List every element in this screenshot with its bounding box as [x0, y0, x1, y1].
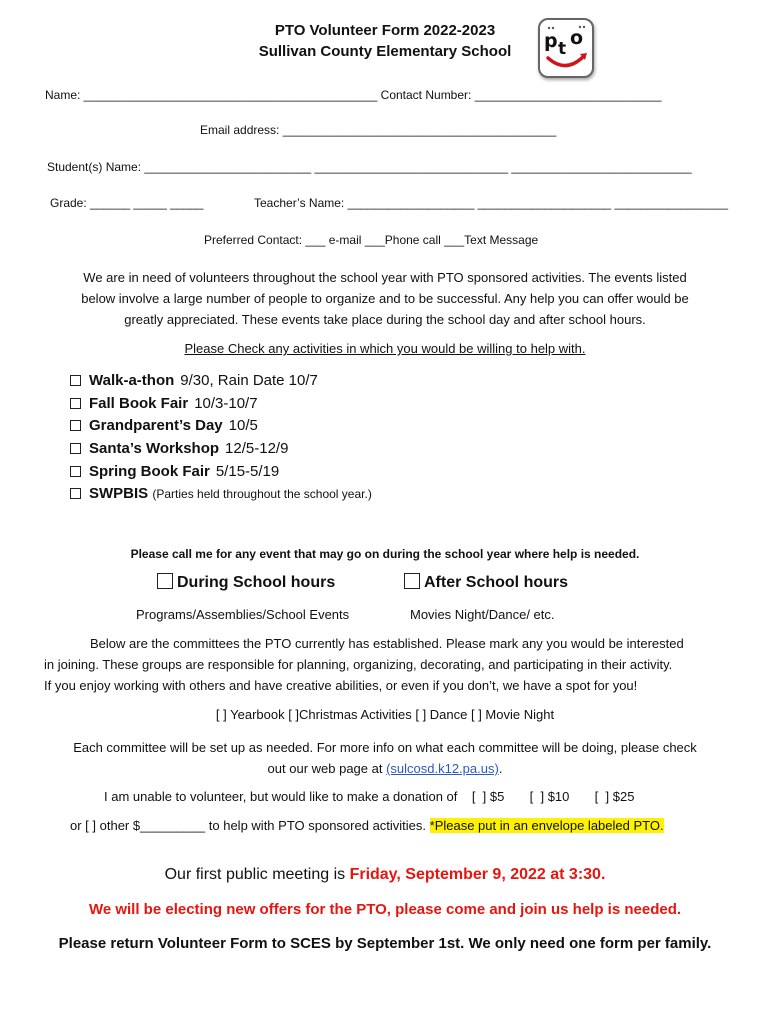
intro-line: below involve a large number of people to organize and to be successful. Any help you can offer would be — [81, 291, 689, 306]
checkbox[interactable] — [70, 420, 81, 431]
checkbox[interactable] — [157, 573, 173, 589]
checkbox[interactable] — [404, 573, 420, 589]
svg-text:p: p — [544, 30, 558, 52]
meeting-notice — [0, 866, 770, 884]
activity-name: Santa’s Workshop — [89, 440, 220, 457]
activity-name: Walk-a-thon — [89, 372, 175, 389]
intro-paragraph — [0, 267, 770, 330]
committee-info — [0, 737, 770, 779]
intro-line: greatly appreciated. These events take place during the school day and after school hours. — [124, 312, 646, 327]
during-school-hours-desc: Programs/Assemblies/School Events — [136, 607, 350, 622]
committee-info-line — [0, 758, 770, 779]
activity-date: 9/30, Rain Date 10/7 — [180, 372, 318, 389]
activity-walkathon[interactable] — [70, 372, 318, 389]
checkbox[interactable] — [70, 466, 81, 477]
activity-date: 5/15-5/19 — [215, 463, 280, 480]
during-school-hours-label: During School hours — [177, 574, 336, 591]
svg-text:o: o — [570, 27, 584, 49]
checkbox[interactable] — [70, 443, 81, 454]
form-title: PTO Volunteer Form 2022-2023 — [274, 22, 496, 39]
activity-swpbis[interactable] — [70, 485, 372, 502]
email-field[interactable]: Email address: _________________________________________ — [200, 123, 557, 137]
preferred-contact-field[interactable]: Preferred Contact: ___ e-mail ___Phone call ___Text Message — [204, 233, 539, 247]
election-notice: We will be electing new offers for the PTO, please come and join us help is needed. — [88, 901, 682, 918]
checkbox[interactable] — [70, 398, 81, 409]
website-link[interactable]: (sulcosd.k12.pa.us) — [386, 761, 499, 776]
activity-name: Spring Book Fair — [89, 463, 210, 480]
activity-name: Grandparent’s Day — [89, 417, 223, 434]
committees-line: If you enjoy working with others and have creative abilities, or even if you don’t, we have a spot for you! — [44, 678, 638, 693]
committee-options[interactable]: [ ] Yearbook [ ]Christmas Activities [ ] Dance [ ] Movie Night — [215, 707, 555, 722]
committees-line: Below are the committees the PTO currently has established. Please mark any you would be interested — [90, 636, 684, 651]
donation-other-text: or [ ] other $_________ to help with PTO sponsored activities. — [70, 818, 430, 833]
committee-info-period: . — [498, 761, 503, 776]
activity-name: Fall Book Fair — [89, 395, 189, 412]
activity-date: 10/5 — [228, 417, 258, 434]
students-name-field[interactable]: Student(s) Name: _________________________ _____________________________ ___________________________ — [47, 160, 692, 174]
during-school-hours-option[interactable] — [157, 573, 335, 592]
committee-info-line: Each committee will be set up as needed. For more info on what each committee will be doing, please check — [73, 740, 697, 755]
intro-line: We are in need of volunteers throughout the school year with PTO sponsored activities. The events listed — [83, 270, 687, 285]
committees-paragraph — [44, 633, 734, 696]
activity-fall-book-fair[interactable] — [70, 395, 258, 412]
after-school-hours-label: After School hours — [424, 574, 569, 591]
name-contact-field[interactable]: Name: ____________________________________________ Contact Number: ____________________________ — [45, 88, 662, 102]
svg-text:t: t — [558, 39, 567, 59]
activities-instruction: Please Check any activities in which you would be willing to help with. — [184, 341, 586, 356]
activity-name: SWPBIS — [89, 485, 149, 502]
call-me-note: Please call me for any event that may go on during the school year where help is needed. — [130, 547, 640, 561]
activity-grandparents-day[interactable] — [70, 417, 258, 434]
activity-spring-book-fair[interactable] — [70, 463, 279, 480]
school-name: Sullivan County Elementary School — [258, 43, 512, 60]
meeting-date: Friday, September 9, 2022 at 3:30. — [349, 866, 606, 883]
activity-santas-workshop[interactable] — [70, 440, 288, 457]
activity-date: 12/5-12/9 — [225, 440, 289, 457]
donation-options[interactable]: I am unable to volunteer, but would like to make a donation of [ ] $5 [ ] $10 [ ] $25 — [104, 789, 635, 804]
teacher-name-field[interactable]: Teacher’s Name: ___________________ ____________________ _________________ — [254, 196, 728, 210]
after-school-hours-option[interactable] — [404, 573, 568, 592]
activity-date: 10/3-10/7 — [194, 395, 258, 412]
committees-line: in joining. These groups are responsible for planning, organizing, decorating, and participating in their activity. — [44, 657, 673, 672]
donation-other[interactable] — [70, 818, 664, 833]
pto-logo — [538, 18, 594, 78]
committee-info-text: out our web page at — [267, 761, 387, 776]
meeting-text: Our first public meeting is — [164, 866, 350, 883]
after-school-hours-desc: Movies Night/Dance/ etc. — [410, 607, 555, 622]
activity-note: (Parties held throughout the school year.) — [152, 487, 372, 501]
grade-field[interactable]: Grade: ______ _____ _____ — [50, 196, 204, 210]
checkbox[interactable] — [70, 488, 81, 499]
checkbox[interactable] — [70, 375, 81, 386]
return-notice: Please return Volunteer Form to SCES by September 1st. We only need one form per family. — [58, 935, 712, 952]
envelope-note: *Please put in an envelope labeled PTO. — [429, 818, 664, 833]
